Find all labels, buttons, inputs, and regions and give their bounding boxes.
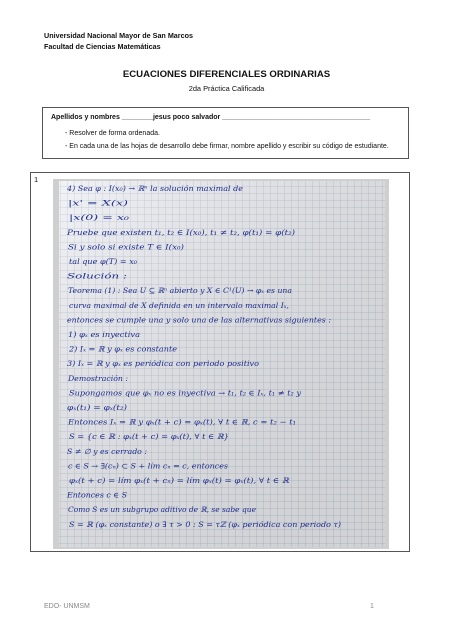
handwritten-line: c ∈ S → ∃(cₙ) ⊂ S + lím cₙ = c, entonces	[68, 461, 229, 471]
handwritten-line: curva maximal de X definida en un intervalo maximal Iₓ,	[69, 300, 289, 310]
answer-box	[30, 172, 410, 552]
handwritten-line: Entonces Iₓ = ℝ y φₓ(t + c) = φₓ(t), ∀ t ∈ ℝ, c = t₂ − t₁	[66, 417, 297, 427]
handwritten-line: φₓ(t + c) = lím φₓ(t + cₙ) = lím φₓ(t) = φₓ(t), ∀ t ∈ ℝ	[69, 476, 290, 485]
handwritten-line: Como S es un subgrupo aditivo de ℝ, se sabe que	[68, 505, 257, 515]
handwritten-notebook-page	[53, 179, 389, 549]
handwritten-line: φₓ(t₁) = φₓ(t₂)	[67, 403, 128, 412]
handwritten-line: 4) Sea φ : I(x₀) → ℝⁿ la solución maximal de	[65, 184, 244, 193]
header-block	[44, 30, 193, 52]
footer-page-number: 1	[370, 603, 374, 610]
document-subtitle: 2da Práctica Calificada	[188, 84, 265, 93]
document-title: ECUACIONES DIFERENCIALES ORDINARIAS	[122, 69, 331, 80]
faculty-name: Facultad de Ciencias Matemáticas	[44, 42, 161, 51]
handwritten-line: Si y solo si existe T ∈ I(x₀)	[68, 242, 185, 252]
handwritten-line: S ≠ ∅ y es cerrado :	[67, 446, 147, 456]
question-number: 1	[34, 175, 39, 184]
handwritten-solution-photo	[53, 179, 389, 549]
university-name: Universidad Nacional Mayor de San Marcos	[44, 31, 193, 40]
instruction-1: - Resolver de forma ordenada.	[65, 130, 160, 137]
handwritten-line: 3) Iₓ = ℝ y φₓ es periódica con periodo positivo	[67, 359, 260, 369]
handwritten-line: |x(0) = x₀	[69, 213, 130, 223]
handwritten-line: Teorema (1) : Sea U ⊆ ℝⁿ abierto y X ∈ C¹(U) → φₓ es una	[68, 286, 292, 296]
handwritten-line: 2) Iₓ = ℝ y φₓ es constante	[67, 344, 178, 354]
handwritten-line: Entonces c ∈ S	[65, 490, 127, 500]
handwritten-line: entonces se cumple una y solo una de las alternativas siguientes :	[67, 315, 331, 325]
handwritten-line: S = ℝ (φₓ constante) o ∃ τ > 0 : S = τℤ (φₓ periódica con periodo τ)	[69, 519, 342, 529]
footer-course: EDO- UNMSM	[44, 603, 90, 610]
handwritten-line: tal que φ(T) = x₀	[69, 257, 138, 266]
handwritten-line: S = {c ∈ ℝ : φₓ(t + c) = φₓ(t), ∀ t ∈ ℝ}	[69, 432, 229, 442]
student-name-line: Apellidos y nombres ________jesus poco salvador ______________________________________	[51, 114, 371, 121]
info-box	[42, 107, 409, 159]
handwritten-line: 1) φₓ es inyectiva	[68, 330, 140, 339]
handwritten-line: Supongamos que φₓ no es inyectiva → t₁, t₂ ∈ Iₓ, t₁ ≠ t₂ y	[69, 388, 302, 398]
handwritten-line: Pruebe que existen t₁, t₂ ∈ I(x₀), t₁ ≠ t₂, φ(t₁) = φ(t₂)	[65, 227, 296, 237]
handwritten-line: Solución :	[67, 271, 127, 281]
instruction-2: - En cada una de las hojas de desarrollo debe firmar, nombre apellido y escribir su código de estudiante.	[65, 142, 389, 150]
handwritten-line: |x' = X(x)	[68, 198, 129, 208]
handwritten-line: Demostración :	[66, 373, 128, 383]
